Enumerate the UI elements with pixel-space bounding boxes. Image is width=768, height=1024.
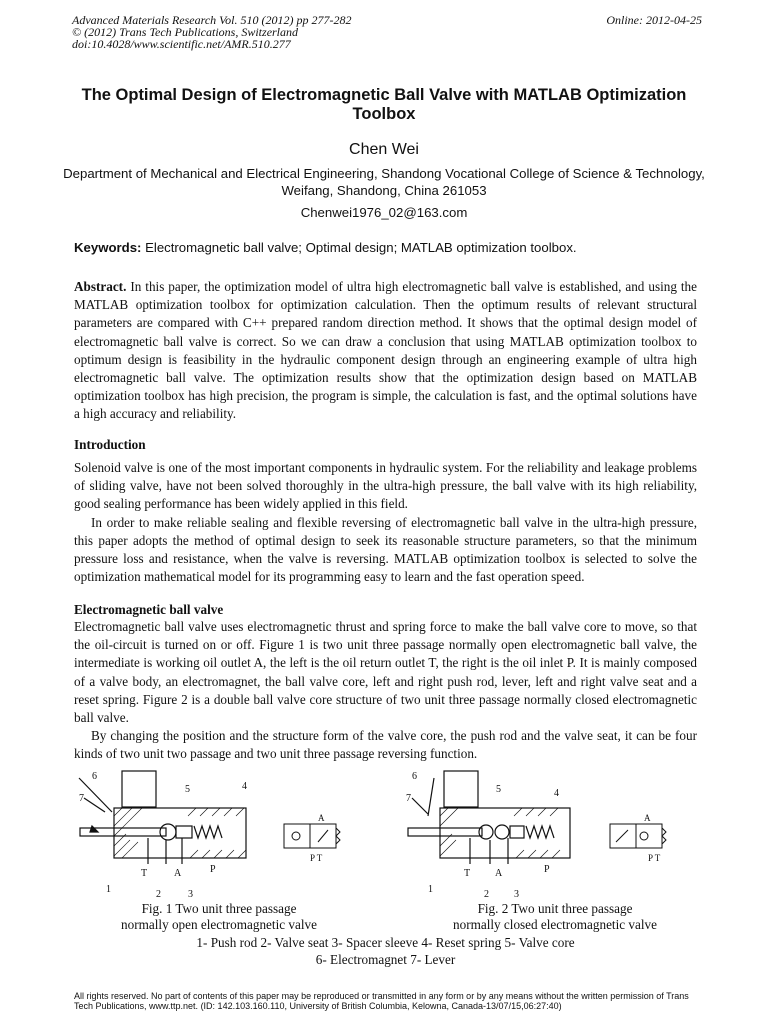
ball-core-right-shape [495, 825, 509, 839]
fig2-label-1: 1 [428, 884, 433, 895]
copyright-footer: All rights reserved. No part of contents of this paper may be reproduced or transmitted in any form or by any means without the written permission of Trans Tech Publications, www.ttp.net. (ID: 142.103.160.110, University of British Columbia, Kelowna, Canada-13/07/15,06:27:40) [74, 991, 689, 1011]
journal-header [72, 14, 702, 50]
fig2-label-3: 3 [514, 889, 519, 900]
fig1-label-6: 6 [92, 771, 97, 782]
fig1-symbol-A: A [318, 813, 325, 823]
journal-line: Advanced Materials Research Vol. 510 (2012) pp 277-282 [72, 13, 352, 27]
fig1-symbol [284, 824, 340, 848]
fig1-label-2: 2 [156, 889, 161, 900]
fig1-label-A: A [174, 868, 182, 879]
fig2-label-4: 4 [554, 788, 559, 799]
fig2-label-6: 6 [412, 771, 417, 782]
intro-paragraph-1: Solenoid valve is one of the most important components in hydraulic system. For the reliability and leakage problems of sliding valve, have not been solved thoroughly in the ultra-high pressure, the ball valve with its high reliability, good sealing performance has been widely applied in this field. [74, 460, 697, 512]
keywords-text: Electromagnetic ball valve; Optimal design; MATLAB optimization toolbox. [145, 240, 577, 255]
section2-paragraph-1: Electromagnetic ball valve uses electromagnetic thrust and spring force to make the ball valve core to move, so that the oil-circuit is turned on or off. Figure 1 is two unit three passage normally open electromagnetic ball valve, the intermediate is working oil outlet A, the left is the oil return outlet T, the right is the oil inlet P. It is mainly composed of a valve body, an electromagnet, the ball valve core, left and right push rod, lever, left and right valve seat and a reset spring. Figure 2 is a double ball valve core structure of two unit three passage normally closed electromagnetic ball valve. [74, 619, 697, 726]
electromagnet-shape [444, 771, 478, 807]
keywords-label: Keywords: [74, 240, 142, 255]
paper-title: The Optimal Design of Electromagnetic Ball Valve with MATLAB Optimization Toolbox [81, 86, 687, 123]
fig2-label-T: T [464, 868, 471, 879]
figure-2-diagram [398, 768, 698, 900]
legend-line-1: 1- Push rod 2- Valve seat 3- Spacer sleeve 4- Reset spring 5- Valve core [196, 935, 575, 950]
figure-1-caption: Fig. 1 Two unit three passage normally open electromagnetic valve [121, 901, 317, 932]
copyright-line: © (2012) Trans Tech Publications, Switzerland [72, 25, 299, 39]
figure-legend [74, 934, 697, 968]
ball-core-left-shape [479, 825, 493, 839]
fig1-label-7: 7 [79, 793, 84, 804]
fig1-label-P: P [210, 864, 216, 875]
fig2-label-5: 5 [496, 784, 501, 795]
figure-2-caption: Fig. 2 Two unit three passage normally closed electromagnetic valve [453, 901, 657, 932]
keywords [74, 240, 698, 255]
fig1-label-T: T [141, 868, 148, 879]
fig2-label-7: 7 [406, 793, 411, 804]
author-name: Chen Wei [349, 141, 419, 158]
abstract [74, 278, 697, 424]
figure-1-diagram [70, 768, 370, 900]
fig1-label-4: 4 [242, 781, 247, 792]
fig1-label-5: 5 [185, 784, 190, 795]
fig2-label-P: P [544, 864, 550, 875]
online-date: Online: 2012-04-25 [606, 13, 702, 27]
section-ball-valve-body [74, 618, 697, 764]
doi-line: doi:10.4028/www.scientific.net/AMR.510.277 [72, 37, 291, 51]
introduction-heading: Introduction [74, 437, 146, 452]
section-heading-ball-valve: Electromagnetic ball valve [74, 602, 224, 617]
introduction-body [74, 459, 697, 586]
fig1-label-3: 3 [188, 889, 193, 900]
author-email[interactable]: Chenwei1976_02@163.com [300, 205, 468, 220]
fig1-label-1: 1 [106, 884, 111, 895]
fig1-symbol-PT: P T [310, 853, 323, 863]
fig2-label-2: 2 [484, 889, 489, 900]
legend-line-2: 6- Electromagnet 7- Lever [315, 952, 456, 967]
abstract-text: In this paper, the optimization model of ultra high electromagnetic ball valve is established, and using the MATLAB optimization toolbox for optimization calculation. Then the optimum results of relevant structural parameters are compared with C++ prepared random direction method. It shows that the optimal design model of electromagnetic ball valve is correct. So we can draw a conclusion that using MATLAB optimization toolbox to optimum design is feasibility in the hydraulic component design through an engineering example of ultra high electromagnetic ball valve. The optimization results show that the optimization design based on MATLAB optimization toolbox has high precision, the program is simple, the calculation is fast, and the optimal solutions have a high accuracy and reliability. [74, 279, 698, 422]
abstract-label: Abstract. [74, 279, 127, 294]
intro-paragraph-2: In order to make reliable sealing and flexible reversing of electromagnetic ball valve in the ultra-high pressure, this paper adopts the method of optimal design to seek its reasonable structure parameters, so that the minimum pressure loss and resistance, when the valve is reversing. MATLAB optimization toolbox is selected to solve the optimization mathematical model for its programming easy to learn and the fast operation speed. [74, 514, 697, 585]
fig2-label-A: A [495, 868, 503, 879]
fig2-symbol-PT: P T [648, 853, 661, 863]
ball-core-shape [160, 824, 176, 840]
section2-paragraph-2: By changing the position and the structure form of the valve core, the push rod and the valve seat, it can be four kinds of two unit two passage and two unit three passage reversing function. [74, 728, 697, 762]
affiliation: Department of Mechanical and Electrical Engineering, Shandong Vocational College of Science & Technology, Weifang, Shandong, China 261053 [63, 166, 705, 198]
electromagnet-shape [122, 771, 156, 807]
valve-body-shape [114, 808, 246, 858]
fig2-symbol [610, 824, 666, 848]
fig2-symbol-A: A [644, 813, 651, 823]
